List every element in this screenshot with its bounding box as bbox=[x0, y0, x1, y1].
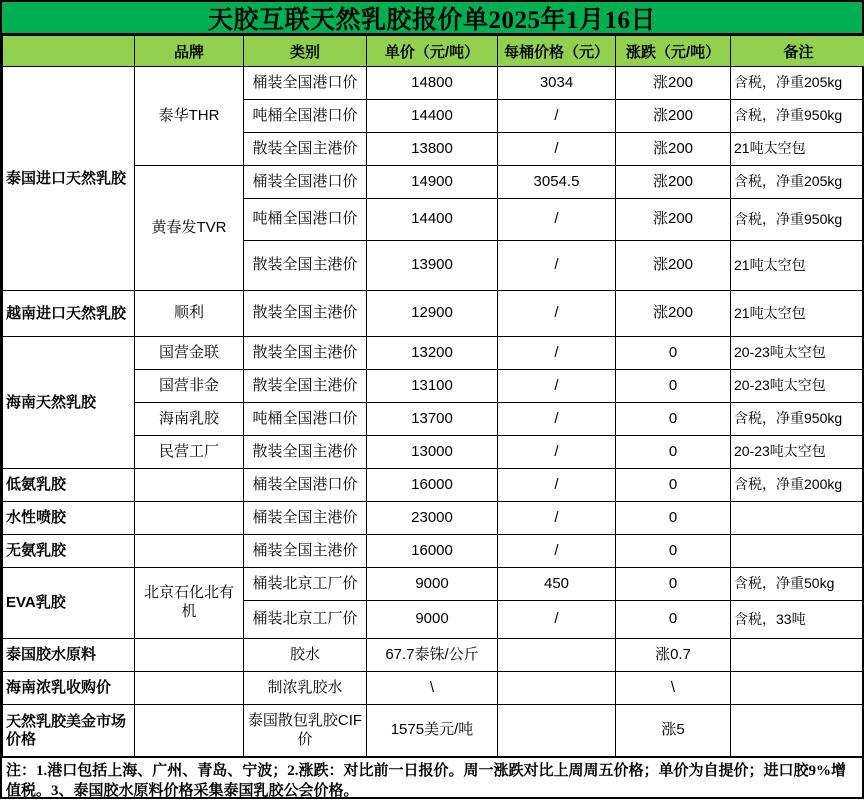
barrel-price-cell: / bbox=[498, 199, 616, 241]
unit-price-cell: 14400 bbox=[367, 100, 498, 133]
unit-price-cell: 14800 bbox=[367, 67, 498, 100]
note-cell: 含税，净重950kg bbox=[731, 100, 864, 133]
brand-cell bbox=[135, 672, 244, 705]
col-header-category: 类别 bbox=[244, 36, 367, 67]
change-cell: 0 bbox=[616, 337, 731, 370]
unit-price-cell: \ bbox=[367, 672, 498, 705]
category-cell: 吨桶全国港口价 bbox=[244, 403, 367, 436]
category-cell: 桶装全国港口价 bbox=[244, 469, 367, 502]
col-header-note: 备注 bbox=[731, 36, 864, 67]
brand-cell: 海南乳胶 bbox=[135, 403, 244, 436]
table-row bbox=[3, 337, 864, 370]
table-row bbox=[3, 535, 864, 568]
change-cell: 0 bbox=[616, 469, 731, 502]
note-cell: 21吨太空包 bbox=[731, 291, 864, 337]
unit-price-cell: 13900 bbox=[367, 241, 498, 291]
brand-cell bbox=[135, 469, 244, 502]
group-cell: 泰国进口天然乳胶 bbox=[3, 67, 135, 291]
brand-cell: 黄春发TVR bbox=[135, 166, 244, 291]
group-cell: 天然乳胶美金市场价格 bbox=[3, 705, 135, 757]
brand-cell bbox=[135, 639, 244, 672]
unit-price-cell: 14400 bbox=[367, 199, 498, 241]
note-cell: 20-23吨太空包 bbox=[731, 337, 864, 370]
brand-cell bbox=[135, 502, 244, 535]
unit-price-cell: 16000 bbox=[367, 535, 498, 568]
category-cell: 散装全国主港价 bbox=[244, 337, 367, 370]
brand-cell: 顺利 bbox=[135, 291, 244, 337]
col-header-unit-price: 单价（元/吨） bbox=[367, 36, 498, 67]
change-cell: 涨200 bbox=[616, 199, 731, 241]
barrel-price-cell bbox=[498, 639, 616, 672]
brand-cell: 国营金联 bbox=[135, 337, 244, 370]
category-cell: 桶装全国港口价 bbox=[244, 166, 367, 199]
note-cell: 21吨太空包 bbox=[731, 133, 864, 166]
barrel-price-cell: 450 bbox=[498, 568, 616, 601]
barrel-price-cell: / bbox=[498, 291, 616, 337]
barrel-price-cell: / bbox=[498, 436, 616, 469]
note-cell: 20-23吨太空包 bbox=[731, 436, 864, 469]
unit-price-cell: 16000 bbox=[367, 469, 498, 502]
unit-price-cell: 9000 bbox=[367, 568, 498, 601]
table-row bbox=[3, 291, 864, 337]
note-cell: 含税，净重950kg bbox=[731, 199, 864, 241]
col-header-empty bbox=[3, 36, 135, 67]
unit-price-cell: 13100 bbox=[367, 370, 498, 403]
note-cell bbox=[731, 639, 864, 672]
unit-price-cell: 13000 bbox=[367, 436, 498, 469]
barrel-price-cell: / bbox=[498, 469, 616, 502]
brand-cell bbox=[135, 705, 244, 757]
sheet-title: 天胶互联天然乳胶报价单2025年1月16日 bbox=[2, 2, 862, 35]
note-cell: 20-23吨太空包 bbox=[731, 370, 864, 403]
category-cell: 桶装北京工厂价 bbox=[244, 601, 367, 639]
barrel-price-cell: / bbox=[498, 241, 616, 291]
note-cell: 含税，净重950kg bbox=[731, 403, 864, 436]
table-row bbox=[3, 67, 864, 100]
unit-price-cell: 23000 bbox=[367, 502, 498, 535]
unit-price-cell: 12900 bbox=[367, 291, 498, 337]
footnote: 注：1.港口包括上海、广州、青岛、宁波；2.涨跌：对比前一日报价。周一涨跌对比上周周五价格；单价为自提价；进口胶9%增值税。3、泰国胶水原料价格采集泰国乳胶公会价格。 bbox=[2, 757, 862, 804]
col-header-change: 涨跌（元/吨） bbox=[616, 36, 731, 67]
category-cell: 散装全国主港价 bbox=[244, 291, 367, 337]
category-cell: 桶装全国主港价 bbox=[244, 535, 367, 568]
note-cell bbox=[731, 672, 864, 705]
change-cell: 0 bbox=[616, 502, 731, 535]
group-cell: 水性喷胶 bbox=[3, 502, 135, 535]
table-row bbox=[3, 705, 864, 757]
unit-price-cell: 9000 bbox=[367, 601, 498, 639]
category-cell: 吨桶全国港口价 bbox=[244, 100, 367, 133]
category-cell: 散装全国主港价 bbox=[244, 241, 367, 291]
table-row bbox=[3, 672, 864, 705]
change-cell: 0 bbox=[616, 370, 731, 403]
group-cell: 海南天然乳胶 bbox=[3, 337, 135, 469]
note-cell: 含税，净重50kg bbox=[731, 568, 864, 601]
price-table-header bbox=[3, 36, 864, 67]
note-cell: 含税，33吨 bbox=[731, 601, 864, 639]
group-cell: 泰国胶水原料 bbox=[3, 639, 135, 672]
barrel-price-cell: / bbox=[498, 601, 616, 639]
change-cell: 0 bbox=[616, 601, 731, 639]
table-row bbox=[3, 568, 864, 601]
group-cell: 海南浓乳收购价 bbox=[3, 672, 135, 705]
group-cell: EVA乳胶 bbox=[3, 568, 135, 639]
change-cell: 涨200 bbox=[616, 100, 731, 133]
col-header-brand: 品牌 bbox=[135, 36, 244, 67]
barrel-price-cell: / bbox=[498, 403, 616, 436]
barrel-price-cell: 3034 bbox=[498, 67, 616, 100]
brand-cell: 泰华THR bbox=[135, 67, 244, 166]
category-cell: 吨桶全国港口价 bbox=[244, 199, 367, 241]
change-cell: 0 bbox=[616, 568, 731, 601]
unit-price-cell: 13700 bbox=[367, 403, 498, 436]
change-cell: 涨200 bbox=[616, 133, 731, 166]
note-cell bbox=[731, 502, 864, 535]
barrel-price-cell bbox=[498, 705, 616, 757]
brand-cell: 北京石化北有机 bbox=[135, 568, 244, 639]
change-cell: 涨5 bbox=[616, 705, 731, 757]
category-cell: 散装全国主港价 bbox=[244, 370, 367, 403]
col-header-barrel-price: 每桶价格（元） bbox=[498, 36, 616, 67]
category-cell: 桶装全国港口价 bbox=[244, 67, 367, 100]
change-cell: 0 bbox=[616, 436, 731, 469]
table-row bbox=[3, 502, 864, 535]
unit-price-cell: 13200 bbox=[367, 337, 498, 370]
brand-cell: 国营非金 bbox=[135, 370, 244, 403]
header-row bbox=[3, 36, 864, 67]
table-row bbox=[3, 469, 864, 502]
note-cell bbox=[731, 535, 864, 568]
note-cell: 含税，净重205kg bbox=[731, 67, 864, 100]
change-cell: 涨200 bbox=[616, 241, 731, 291]
barrel-price-cell: / bbox=[498, 100, 616, 133]
brand-cell bbox=[135, 535, 244, 568]
change-cell: 涨200 bbox=[616, 291, 731, 337]
note-cell bbox=[731, 705, 864, 757]
brand-cell: 民营工厂 bbox=[135, 436, 244, 469]
change-cell: 涨200 bbox=[616, 67, 731, 100]
table-row bbox=[3, 639, 864, 672]
category-cell: 泰国散包乳胶CIF价 bbox=[244, 705, 367, 757]
unit-price-cell: 13800 bbox=[367, 133, 498, 166]
change-cell: 涨200 bbox=[616, 166, 731, 199]
barrel-price-cell: 3054.5 bbox=[498, 166, 616, 199]
note-cell: 含税，净重205kg bbox=[731, 166, 864, 199]
change-cell: 涨0.7 bbox=[616, 639, 731, 672]
barrel-price-cell: / bbox=[498, 133, 616, 166]
note-cell: 21吨太空包 bbox=[731, 241, 864, 291]
unit-price-cell: 1575美元/吨 bbox=[367, 705, 498, 757]
unit-price-cell: 14900 bbox=[367, 166, 498, 199]
price-table bbox=[2, 35, 864, 757]
barrel-price-cell: / bbox=[498, 337, 616, 370]
note-cell: 含税，净重200kg bbox=[731, 469, 864, 502]
barrel-price-cell: / bbox=[498, 535, 616, 568]
group-cell: 无氨乳胶 bbox=[3, 535, 135, 568]
change-cell: \ bbox=[616, 672, 731, 705]
barrel-price-cell: / bbox=[498, 502, 616, 535]
category-cell: 桶装北京工厂价 bbox=[244, 568, 367, 601]
change-cell: 0 bbox=[616, 535, 731, 568]
group-cell: 低氨乳胶 bbox=[3, 469, 135, 502]
category-cell: 桶装全国主港价 bbox=[244, 502, 367, 535]
group-cell: 越南进口天然乳胶 bbox=[3, 291, 135, 337]
category-cell: 制浓乳胶水 bbox=[244, 672, 367, 705]
category-cell: 胶水 bbox=[244, 639, 367, 672]
category-cell: 散装全国主港价 bbox=[244, 133, 367, 166]
unit-price-cell: 67.7泰铢/公斤 bbox=[367, 639, 498, 672]
price-table-body bbox=[3, 67, 864, 757]
barrel-price-cell bbox=[498, 672, 616, 705]
change-cell: 0 bbox=[616, 403, 731, 436]
category-cell: 散装全国主港价 bbox=[244, 436, 367, 469]
barrel-price-cell: / bbox=[498, 370, 616, 403]
